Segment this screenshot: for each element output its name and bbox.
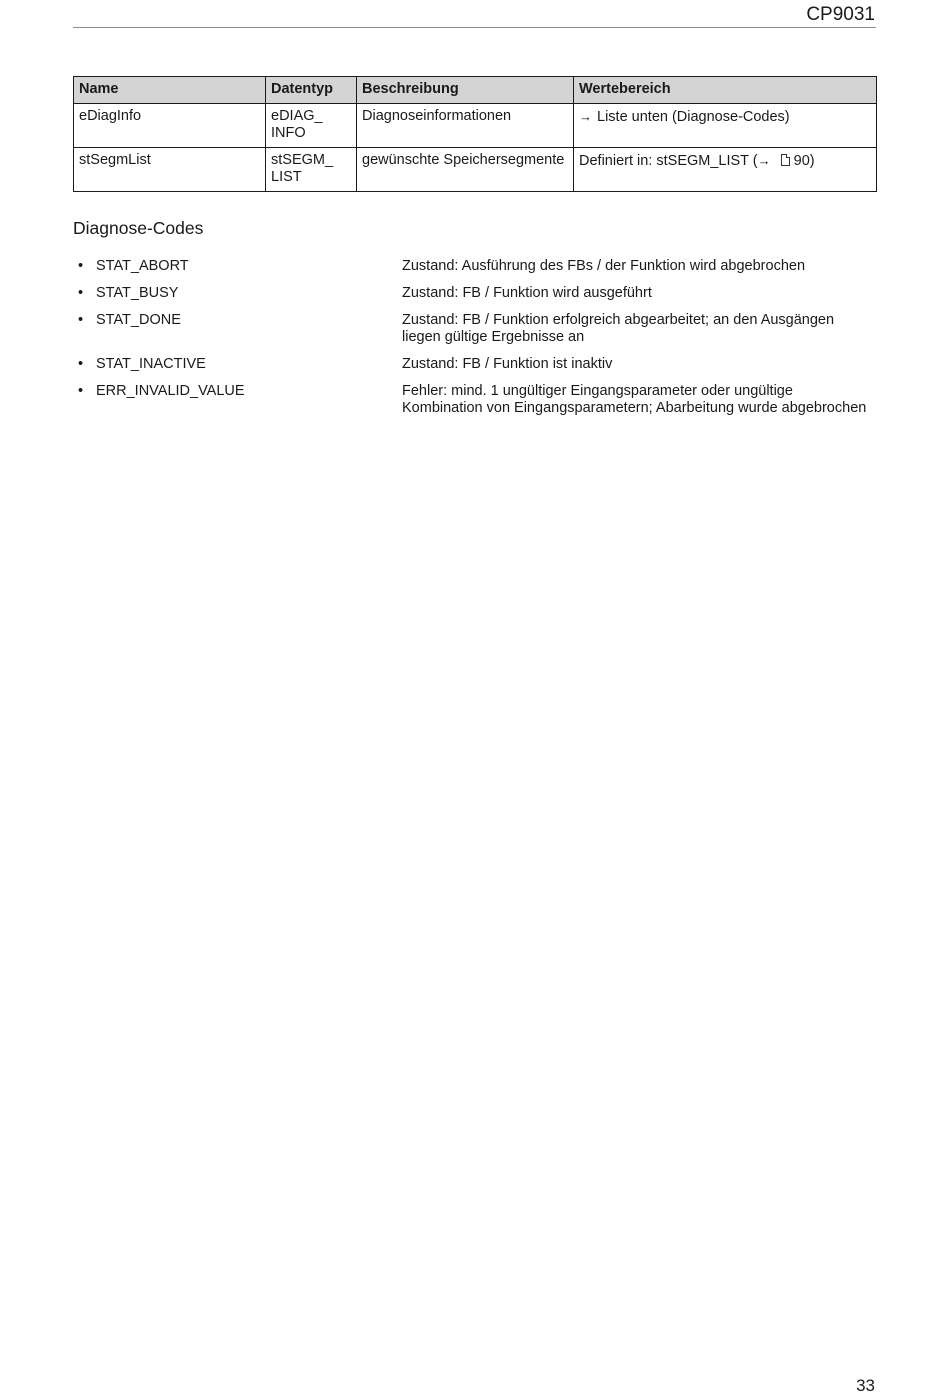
diagnose-codes-list (73, 258, 876, 427)
list-item (73, 285, 876, 302)
list-item (73, 356, 876, 373)
bullet-icon: • (78, 285, 84, 301)
code-name: STAT_INACTIVE (96, 356, 206, 372)
header-divider (73, 27, 876, 28)
column-header-datatype: Datentyp (266, 77, 357, 104)
arrow-right-icon: → (757, 153, 771, 168)
code-description: Fehler: mind. 1 ungültiger Eingangsparameter oder ungültige Kombination von Eingangsparametern; Abarbeitung wurde abgebrochen (402, 383, 867, 416)
table-row (74, 104, 877, 148)
cell-datatype: eDIAG_ INFO (266, 104, 357, 148)
page-icon (781, 154, 790, 166)
code-description: Zustand: FB / Funktion wird ausgeführt (402, 285, 652, 301)
column-header-name: Name (74, 77, 266, 104)
list-item (73, 383, 876, 417)
cell-description: gewünschte Speichersegmente (357, 148, 574, 192)
bullet-icon: • (78, 383, 84, 399)
column-header-value-range: Wertebereich (574, 77, 877, 104)
parameter-table (73, 76, 877, 192)
list-item (73, 312, 876, 346)
document-header-title: CP9031 (806, 4, 875, 25)
value-range-text: Liste unten (Diagnose-Codes) (597, 109, 790, 125)
page-reference[interactable]: 90 (793, 153, 810, 169)
page-number: 33 (856, 1376, 875, 1395)
code-description: Zustand: Ausführung des FBs / der Funktion wird abgebrochen (402, 258, 806, 274)
cell-value-range (574, 148, 877, 192)
cell-datatype: stSEGM_ LIST (266, 148, 357, 192)
code-name: STAT_ABORT (96, 258, 189, 274)
list-item (73, 258, 876, 275)
bullet-icon: • (78, 312, 84, 328)
code-name: ERR_INVALID_VALUE (96, 383, 245, 399)
column-header-description: Beschreibung (357, 77, 574, 104)
section-heading: Diagnose-Codes (73, 218, 204, 238)
code-description: Zustand: FB / Funktion ist inaktiv (402, 356, 613, 372)
cell-description: Diagnoseinformationen (357, 104, 574, 148)
cell-name: stSegmList (74, 148, 266, 192)
code-description: Zustand: FB / Funktion erfolgreich abgearbeitet; an den Ausgängen liegen gültige Ergebnisse an (402, 312, 835, 345)
cell-value-range (574, 104, 877, 148)
value-range-suffix: ) (809, 153, 815, 169)
code-name: STAT_BUSY (96, 285, 179, 301)
bullet-icon: • (78, 258, 84, 274)
cell-name: eDiagInfo (74, 104, 266, 148)
value-range-prefix: Definiert in: stSEGM_LIST ( (579, 153, 758, 169)
code-name: STAT_DONE (96, 312, 181, 328)
arrow-right-icon: → (579, 109, 592, 124)
bullet-icon: • (78, 356, 84, 372)
table-row (74, 148, 877, 192)
table-header-row (74, 77, 877, 104)
